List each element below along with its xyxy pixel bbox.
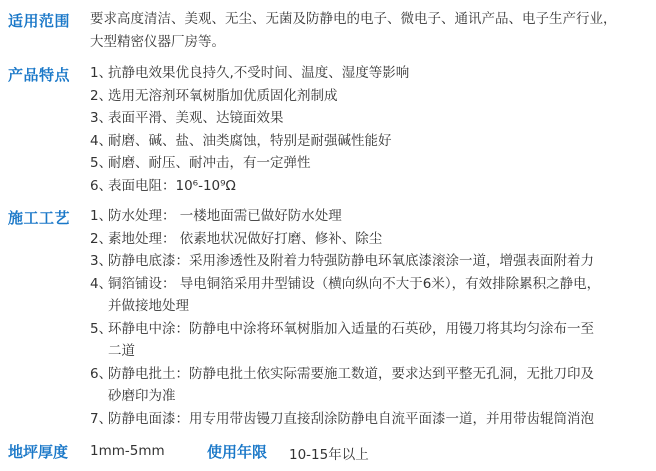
item-number: 6、 bbox=[90, 177, 113, 194]
item-number: 4、 bbox=[90, 132, 113, 149]
item-text: 表面电阻：10⁶-10⁹Ω bbox=[108, 177, 236, 194]
item-text: 防静电底漆：采用渗透性及附着力特强防静电环氧底漆滚涂一道，增强表面附着力 bbox=[108, 253, 594, 269]
scope-line: 大型精密仪器厂房等。 bbox=[90, 33, 225, 50]
process-section bbox=[0, 205, 656, 437]
item-continuation: 并做接地处理 bbox=[108, 298, 189, 314]
process-list bbox=[90, 205, 646, 430]
item-number: 1、 bbox=[90, 208, 113, 224]
features-section bbox=[0, 62, 656, 202]
item-text: 铜箔铺设： 导电铜箔采用井型铺设（横向纵向不大于6米），有效排除累积之静电， bbox=[108, 275, 601, 292]
features-list bbox=[90, 62, 646, 197]
service-life-value: 10-15年以上 bbox=[289, 447, 369, 463]
list-item bbox=[90, 408, 646, 431]
item-continuation: 二道 bbox=[108, 343, 135, 359]
item-text: 防静电批土：防静电批土依实际需要施工数道，要求达到平整无孔洞，无批刀印及 bbox=[108, 365, 594, 382]
item-text: 素地处理： 依素地状况做好打磨、修补、除尘 bbox=[108, 230, 383, 247]
item-text: 耐磨、耐压、耐冲击，有一定弹性 bbox=[108, 155, 311, 171]
item-text: 防水处理： 一楼地面需已做好防水处理 bbox=[108, 208, 342, 224]
list-item bbox=[90, 107, 646, 130]
item-text: 抗静电效果优良持久,不受时间、温度、湿度等影响 bbox=[108, 65, 410, 81]
item-number: 3、 bbox=[90, 110, 113, 126]
item-text: 环静电中涂：防静电中涂将环氧树脂加入适量的石英砂，用镘刀将其均匀涂布一至 bbox=[108, 320, 594, 337]
item-continuation: 砂磨印为准 bbox=[108, 388, 176, 404]
list-item bbox=[90, 152, 646, 175]
features-label: 产品特点 bbox=[8, 66, 71, 84]
item-number: 6、 bbox=[90, 365, 113, 382]
item-number: 2、 bbox=[90, 230, 113, 247]
list-item bbox=[90, 62, 646, 85]
list-item bbox=[90, 130, 646, 153]
scope-section bbox=[0, 8, 656, 56]
list-item bbox=[90, 250, 646, 273]
list-item bbox=[90, 205, 646, 228]
item-number: 7、 bbox=[90, 410, 113, 427]
item-text: 防静电面漆：用专用带齿镘刀直接刮涂防静电自流平面漆一道，并用带齿辊筒消泡 bbox=[108, 410, 594, 427]
list-item bbox=[90, 175, 646, 198]
scope-label: 适用范围 bbox=[8, 12, 71, 30]
thickness-value: 1mm-5mm bbox=[90, 443, 165, 459]
service-life-label: 使用年限 bbox=[207, 443, 268, 461]
item-number: 4、 bbox=[90, 275, 113, 292]
item-number: 5、 bbox=[90, 155, 113, 171]
list-item bbox=[90, 85, 646, 108]
item-text: 耐磨、碱、盐、油类腐蚀，特别是耐强碱性能好 bbox=[108, 132, 392, 149]
process-label: 施工工艺 bbox=[8, 209, 71, 227]
scope-line: 要求高度清洁、美观、无尘、无菌及防静电的电子、微电子、通讯产品、电子生产行业， bbox=[90, 11, 617, 27]
list-item bbox=[90, 273, 646, 296]
spec-footer bbox=[0, 441, 656, 463]
item-number: 1、 bbox=[90, 65, 113, 81]
thickness-label: 地坪厚度 bbox=[8, 443, 69, 461]
item-text: 选用无溶剂环氧树脂加优质固化剂制成 bbox=[108, 87, 338, 104]
list-item bbox=[90, 318, 646, 341]
item-number: 5、 bbox=[90, 320, 113, 337]
item-text: 表面平滑、美观、达镜面效果 bbox=[108, 110, 284, 126]
item-number: 2、 bbox=[90, 87, 113, 104]
list-item bbox=[90, 228, 646, 251]
list-item bbox=[90, 363, 646, 386]
item-number: 3、 bbox=[90, 253, 113, 269]
scope-text bbox=[90, 8, 646, 53]
